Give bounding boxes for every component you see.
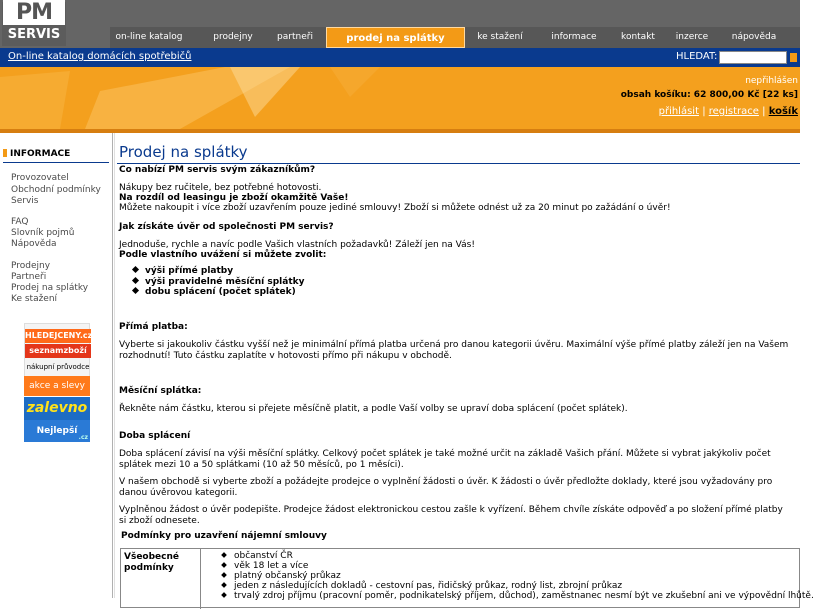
nav-prodej-na-splatky[interactable]: prodej na splátky xyxy=(326,27,465,48)
table-row: jeden z následujících dokladů - cestovní pas, řidičský průkaz, rodný list, zbrojní průkaz xyxy=(222,581,622,592)
table-cell-category: Všeobecné podmínky xyxy=(121,549,201,609)
register-link[interactable]: registrace xyxy=(708,106,759,117)
sidebar-item-napoveda[interactable]: Nápověda xyxy=(11,239,57,249)
bullet-icon xyxy=(221,552,227,558)
heading-prima-platba: Přímá platba: xyxy=(119,322,188,332)
sidebar-item-faq[interactable]: FAQ xyxy=(11,217,29,227)
nejlepsi-ceny-text: Nejlepší Ceny xyxy=(36,426,78,458)
nav-ke-stazeni[interactable]: ke stažení xyxy=(477,32,523,42)
sidebar-item-obchodni-podminky[interactable]: Obchodní podmínky xyxy=(11,185,101,195)
paragraph-v-nasem-obchode: V našem obchodě si vyberte zboží a požádejte prodejce o vyplnění žádosti o úvěr. K žádosti o úvěr předložte doklady, které jsou vyžadovány pro danou úvěrovou kategorii. xyxy=(119,477,773,498)
login-status: nepřihlášen xyxy=(745,76,798,86)
paragraph-vyplnenou-zadost: Vyplněnou žádost o úvěr podepište. Prodejce žádost elektronickou cestou zašle k vyřízení. Během chvíle získáte odpověď a po složení přímé platby si zboží odnesete. xyxy=(119,505,783,526)
table-row: platný občanský průkaz xyxy=(222,571,341,582)
sub-bar xyxy=(0,48,800,67)
main-content xyxy=(117,133,814,601)
bullet-icon xyxy=(221,572,227,578)
bullet-icon xyxy=(221,582,227,588)
column-divider xyxy=(112,133,113,598)
nav-inzerce[interactable]: inzerce xyxy=(675,32,709,42)
cart-summary: obsah košíku: 62 800,00 Kč [22 ks] xyxy=(620,90,798,100)
login-link[interactable]: přihlásit xyxy=(658,106,699,117)
sidebar-heading-text: INFORMACE xyxy=(10,149,71,159)
sidebar-heading xyxy=(3,149,70,159)
nav-kontakt[interactable]: kontakt xyxy=(621,32,655,42)
bullet-icon xyxy=(132,266,139,273)
table-row: občanství ČR xyxy=(222,551,293,562)
promo-akce-a-slevy[interactable]: akce a slevy xyxy=(24,376,90,396)
list-item: výši pravidelné měsíční splátky xyxy=(133,277,305,288)
title-underline xyxy=(117,163,800,164)
page-title: Prodej na splátky xyxy=(119,143,248,161)
promo-hledejceny-seznam[interactable] xyxy=(24,323,93,378)
bullet-icon xyxy=(132,287,139,294)
sidebar-item-partneri[interactable]: Partneři xyxy=(11,272,47,282)
heading-podminky: Podmínky pro uzavření nájemní smlouvy xyxy=(121,531,327,541)
paragraph-choose: Podle vlastního uvážení si můžete zvolit: xyxy=(119,250,327,260)
table-row: věk 18 let a více xyxy=(222,561,308,572)
nejlepsi-ceny-domain: .cz xyxy=(78,434,88,441)
promo-zalevno[interactable]: zalevno xyxy=(24,397,90,420)
promo-nejlepsi-ceny[interactable] xyxy=(24,420,90,458)
question-offer: Co nabízí PM servis svým zákazníkům? xyxy=(119,165,316,175)
logo-pm: PM xyxy=(3,0,65,25)
paragraph-unlike-leasing: Na rozdíl od leasingu je zboží okamžitě Vaše! xyxy=(119,193,349,203)
link-separator: | xyxy=(762,106,766,117)
link-separator: | xyxy=(702,106,706,117)
paragraph-mesicni-splatka: Řekněte nám částku, kterou si přejete měsíčně platit, a podle Vaší volby se upraví doba splácení (počet splátek). xyxy=(119,404,628,414)
pm-servis-logo[interactable] xyxy=(2,2,66,46)
sidebar-item-ke-stazeni[interactable]: Ke stažení xyxy=(11,294,58,304)
sidebar-item-prodej-na-splatky[interactable]: Prodej na splátky xyxy=(11,283,89,293)
paragraph-no-guarantor: Nákupy bez ručitele, bez potřebné hotovosti. xyxy=(119,183,322,193)
question-how-to-get: Jak získáte úvěr od společnosti PM servis? xyxy=(119,222,334,232)
search-button[interactable] xyxy=(790,53,797,62)
bullet-icon xyxy=(221,592,227,598)
conditions-table xyxy=(120,548,814,608)
list-item: dobu splácení (počet splátek) xyxy=(133,287,296,298)
sidebar-item-servis[interactable]: Servis xyxy=(11,196,39,206)
paragraph-simply: Jednoduše, rychle a navíc podle Vašich vlastních požadavků! Záleží jen na Vás! xyxy=(119,240,475,250)
heading-mesicni-splatka: Měsíční splátka: xyxy=(119,386,202,396)
sidebar-divider xyxy=(3,162,109,163)
heading-marker-icon xyxy=(3,149,7,157)
paragraph-doba-splaceni: Doba splácení závisí na výši měsíční splátky. Celkový počet splátek je také možné určit na základě Vašich přání. Můžete si vybrat jakýkoliv počet splátek mezi 10 a 50 splátkami (10 až 50 měsíců, po 1 měsíci). xyxy=(119,449,771,470)
list-item: výši přímé platby xyxy=(133,266,233,277)
nav-napoveda[interactable]: nápověda xyxy=(731,32,777,42)
paragraph-prima-platba: Vyberte si jakoukoliv částku vyšší než je minimální přímá platba určená pro danou kategorii úvěru. Maximální výše přímé platby záleží jen na Vašem rozhodnutí! Tuto částku zaplatíte v hotovosti přímo při nákupu v obchodě. xyxy=(119,340,789,361)
seznamzbozi-subtitle: nákupní průvodce xyxy=(26,363,90,371)
basket-link[interactable]: košík xyxy=(768,106,798,117)
catalog-link[interactable]: On-line katalog domácích spotřebičů xyxy=(8,51,192,62)
sidebar-item-prodejny[interactable]: Prodejny xyxy=(11,261,51,271)
logo-servis: SERVIS xyxy=(7,27,61,42)
nav-prodejny[interactable]: prodejny xyxy=(213,32,253,42)
bullet-icon xyxy=(132,277,139,284)
nav-informace[interactable]: informace xyxy=(551,32,597,42)
sidebar-item-slovnik-pojmu[interactable]: Slovník pojmů xyxy=(11,228,75,238)
bullet-icon xyxy=(221,562,227,568)
nav-online-katalog[interactable]: on-line katalog xyxy=(115,32,183,42)
sidebar-item-provozovatel[interactable]: Provozovatel xyxy=(11,173,69,183)
search-label: HLEDAT: xyxy=(676,51,718,62)
paragraph-multiple-goods: Můžete nakoupit i více zboží uzavřením pouze jediné smlouvy! Zboží si můžete odnést už za 20 minut po zažádání o úvěr! xyxy=(119,203,671,213)
heading-doba-splaceni: Doba splácení xyxy=(119,431,191,441)
account-links xyxy=(659,106,798,117)
search-input[interactable] xyxy=(719,51,787,64)
column-divider-light xyxy=(114,133,115,598)
seznamzbozi-logo: seznamzboží xyxy=(25,344,91,358)
hledejceny-logo: HLEDEJCENY.cz xyxy=(25,329,91,343)
nav-partneri[interactable]: partneři xyxy=(277,32,313,42)
banner xyxy=(0,67,800,129)
table-row: trvalý zdroj příjmu (pracovní poměr, podnikatelský příjem, důchod), zaměstnanec nesmí být ve zkušební ani ve výpovědní lhůtě. xyxy=(222,591,814,602)
